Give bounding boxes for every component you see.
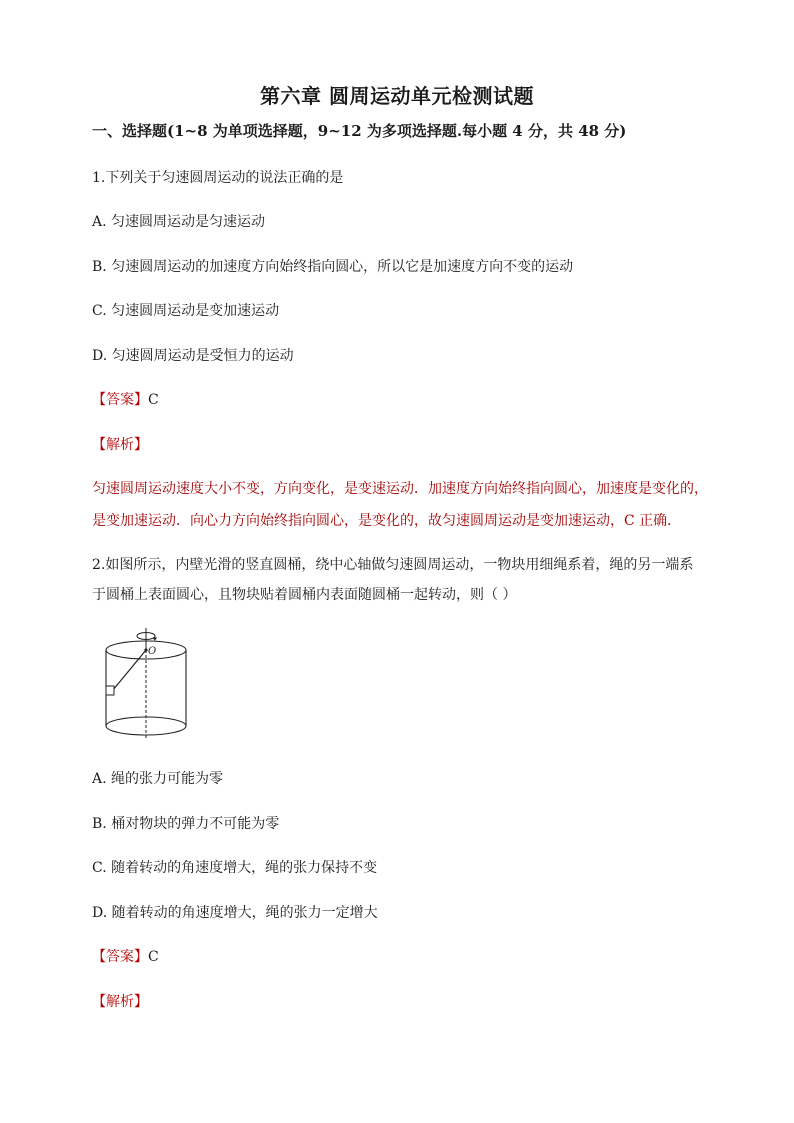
- question-1-stem: 1.下列关于匀速圆周运动的说法正确的是: [92, 170, 344, 186]
- question-1-analysis-line-1: 匀速圆周运动速度大小不变，方向变化，是变速运动．加速度方向始终指向圆心，加速度是变化的，: [92, 481, 708, 497]
- section-heading: 一、选择题(1~8 为单项选择题，9~12 为多项选择题.每小题 4 分，共 48 分): [92, 122, 627, 140]
- question-2-stem-line-2: 于圆桶上表面圆心，且物块贴着圆桶内表面随圆桶一起转动，则（ ）: [92, 587, 517, 603]
- question-1-option-b: B. 匀速圆周运动的加速度方向始终指向圆心，所以它是加速度方向不变的运动: [92, 259, 574, 275]
- question-1-analysis-label: 【解析】: [92, 437, 148, 453]
- question-1-option-d: D. 匀速圆周运动是受恒力的运动: [92, 348, 294, 364]
- page-title: 第六章 圆周运动单元检测试题: [260, 84, 534, 108]
- question-1-answer: [92, 389, 159, 409]
- point-o-label: O: [148, 646, 157, 657]
- question-2-answer: 【答案】C: [92, 949, 159, 965]
- question-2-option-d: D. 随着转动的角速度增大，绳的张力一定增大: [92, 905, 378, 921]
- question-2-option-c: C. 随着转动的角速度增大，绳的张力保持不变: [92, 860, 378, 876]
- question-1-option-a: A. 匀速圆周运动是匀速运动: [92, 214, 266, 230]
- question-1-option-c: C. 匀速圆周运动是变加速运动: [92, 303, 280, 319]
- question-2-stem-line-1: 2.如图所示，内壁光滑的竖直圆桶，绕中心轴做匀速圆周运动，一物块用细绳系着，绳的另一端系: [92, 557, 694, 573]
- answer-value: C: [148, 392, 159, 408]
- question-2-option-b: B. 桶对物块的弹力不可能为零: [92, 816, 280, 832]
- answer-label: 【答案】: [92, 392, 148, 408]
- question-2-analysis-label: 【解析】: [92, 994, 148, 1010]
- question-2-option-a: A. 绳的张力可能为零: [92, 771, 224, 787]
- question-1-analysis-line-2: 是变加速运动．向心力方向始终指向圆心，是变化的，故匀速圆周运动是变加速运动，C 正确．: [92, 513, 682, 529]
- block: [106, 686, 114, 695]
- cylinder-figure: [100, 626, 192, 742]
